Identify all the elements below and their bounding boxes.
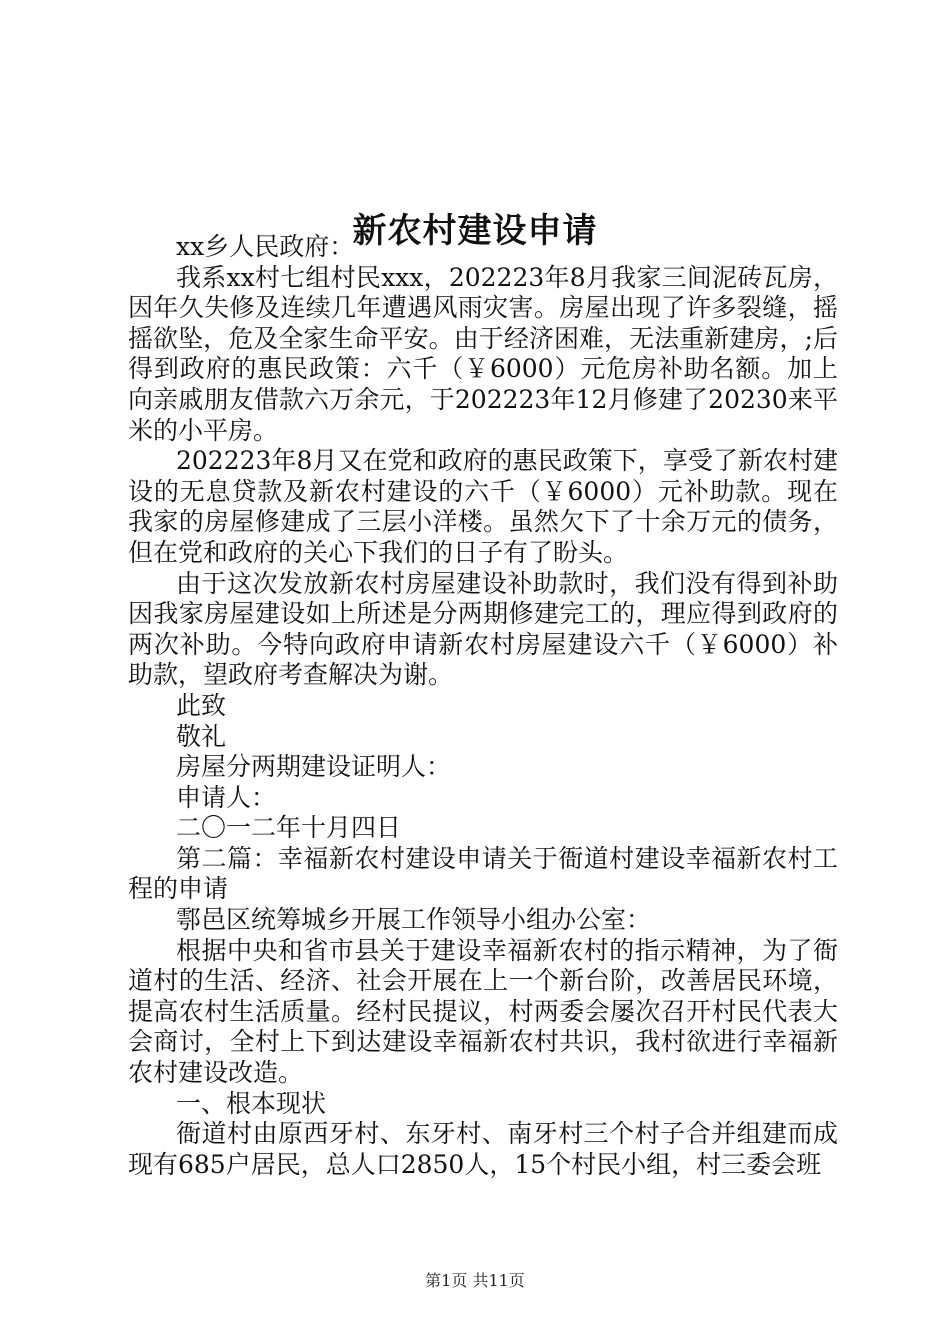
applicant-line: 申请人： <box>176 782 277 812</box>
section-heading: 第二篇：幸福新农村建设申请关于衙道村建设幸福新农村工程的申请 <box>128 843 838 904</box>
page-number: 第1页 共11页 <box>425 1271 525 1290</box>
body-paragraph: 根据中央和省市县关于建设幸福新农村的指示精神，为了衙道村的生活、经济、社会开展在上一个新台阶，改善居民环境，提高农村生活质量。经村民提议，村两委会屡次召开村民代表大会商讨，全村上下到达建设幸福新农村共识，我村欲进行幸福新农村建设改造。 <box>128 935 838 1088</box>
body-paragraph: 我系xx村七组村民xxx，202223年8月我家三间泥砖瓦房，因年久失修及连续几年遭遇风雨灾害。房屋出现了许多裂缝，摇摇欲坠，危及全家生命平安。由于经济困难，无法重新建房，;后得到政府的惠民政策：六千（￥6000）元危房补助名额。加上向亲戚朋友借款六万余元，于202223年12月修建了20230来平米的小平房。 <box>128 262 838 445</box>
body-paragraph: 衙道村由原西牙村、东牙村、南牙村三个村子合并组建而成现有685户居民，总人口2850人，15个村民小组，村三委会班 <box>128 1119 838 1179</box>
body-paragraph: 202223年8月又在党和政府的惠民政策下，享受了新农村建设的无息贷款及新农村建设的六千（￥6000）元补助款。现在我家的房屋修建成了三层小洋楼。虽然欠下了十余万元的债务，但在党和政府的关心下我们的日子有了盼头。 <box>128 446 838 567</box>
closing-line: 此致 <box>176 690 227 720</box>
subsection-heading: 一、根本现状 <box>176 1088 327 1118</box>
addressee-line: 鄠邑区统筹城乡开展工作领导小组办公室： <box>176 905 652 935</box>
closing-line: 敬礼 <box>176 721 227 751</box>
body-paragraph: 由于这次发放新农村房屋建设补助款时，我们没有得到补助因我家房屋建设如上所述是分两期修建完工的，理应得到政府的两次补助。今特向政府申请新农村房屋建设六千（￥6000）补助款，望政府考查解决为谢。 <box>128 568 838 690</box>
document-body <box>128 232 838 1180</box>
witness-line: 房屋分两期建设证明人： <box>176 752 452 782</box>
date-line: 二〇一二年十月四日 <box>176 813 402 843</box>
document-title: 新农村建设申请 <box>352 210 598 251</box>
salutation: xx乡人民政府： <box>176 232 355 261</box>
